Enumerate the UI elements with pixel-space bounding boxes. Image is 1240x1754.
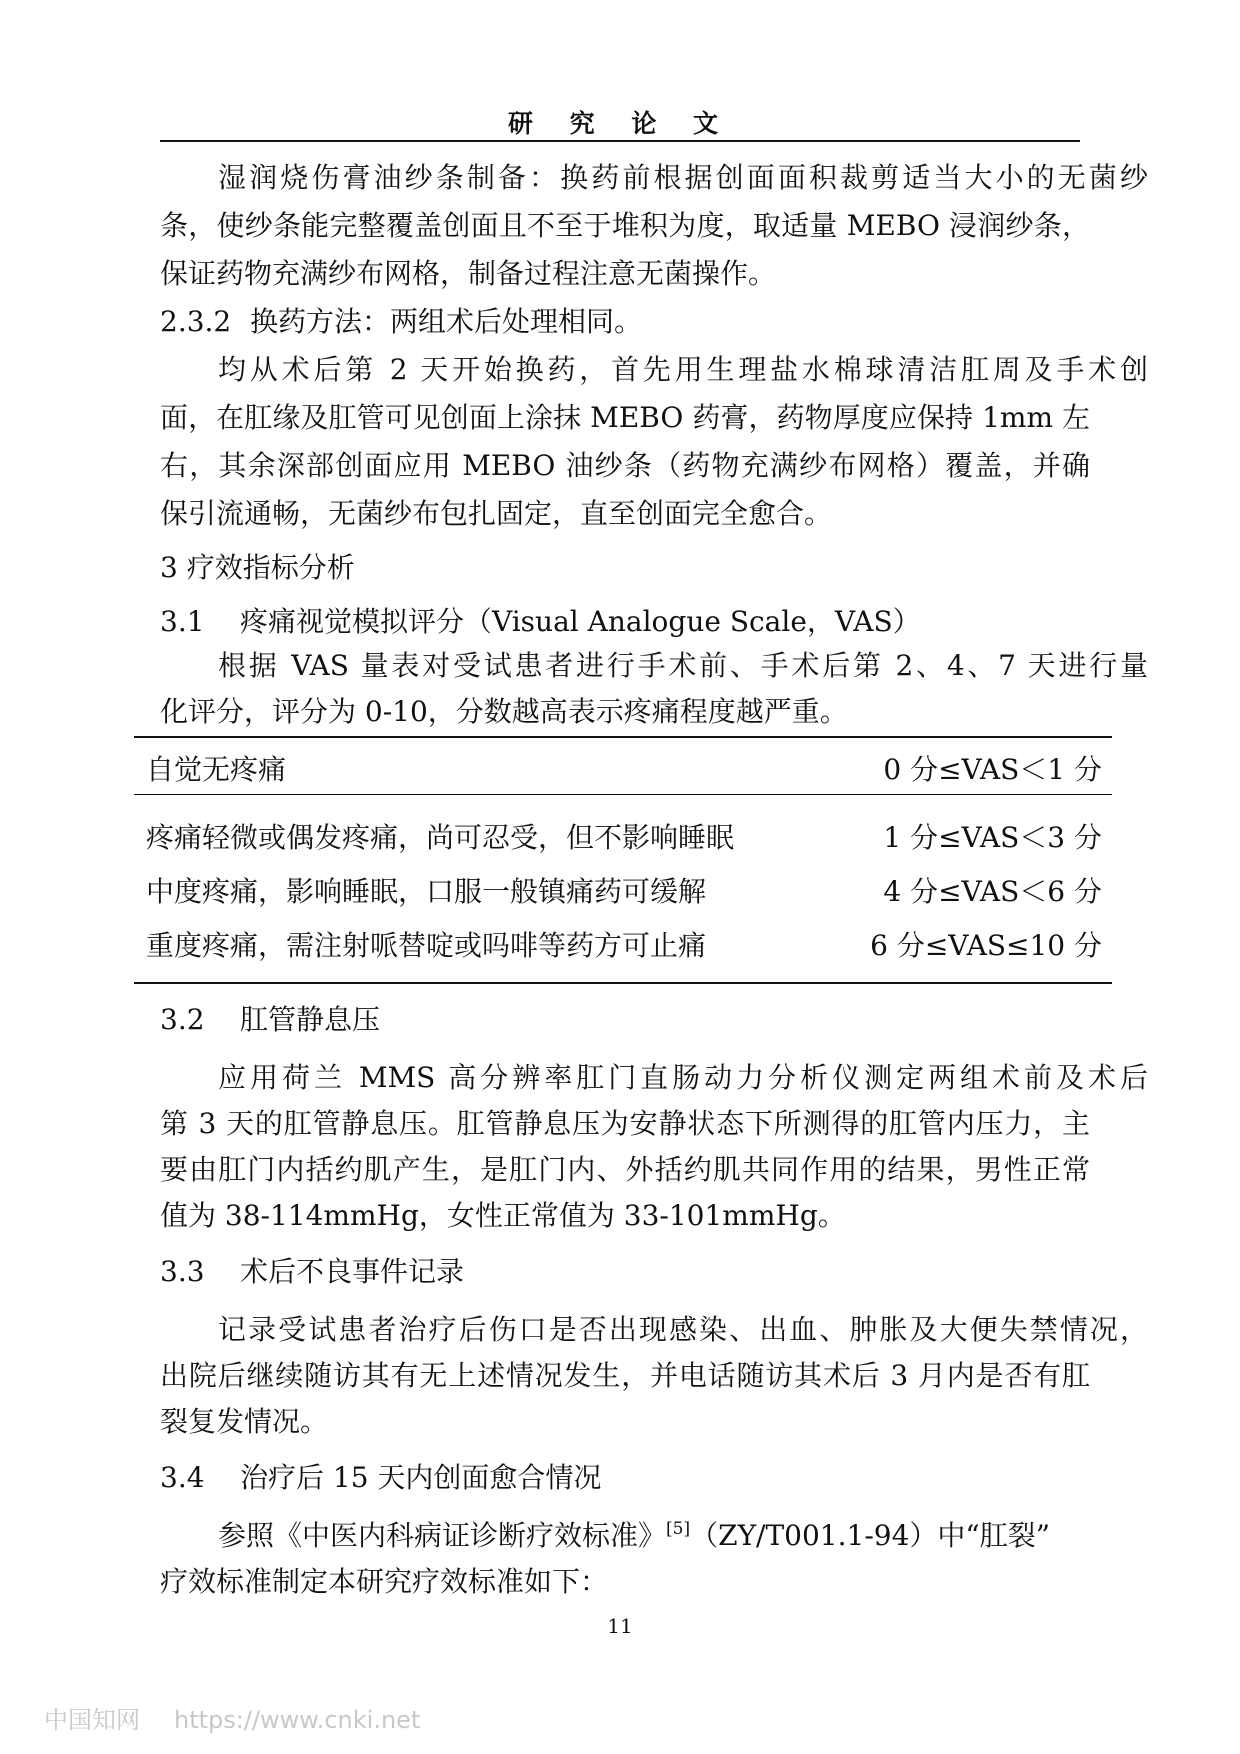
paragraph-line: 保引流通畅，无菌纱布包扎固定，直至创面完全愈合。 [160,497,833,530]
paragraph-line: 第 3 天的肛管静息压。肛管静息压为安静状态下所测得的肛管内压力，主 [160,1107,1090,1140]
section-title: 肛管静息压 [240,1003,381,1036]
paragraph-line: 面，在肛缘及肛管可见创面上涂抹 MEBO 药膏，药物厚度应保持 1mm 左 [160,401,1090,434]
citation-reference: [5] [666,1519,691,1539]
section-heading-3-2 [160,1000,1090,1040]
section-heading-3-4 [160,1458,1090,1498]
section-number: 3.4 [160,1461,205,1494]
page-number: 11 [607,1614,633,1638]
paragraph-line: 根据 VAS 量表对受试患者进行手术前、手术后第 2、4、7 天进行量 [218,649,1148,682]
table-header-rule [134,794,1112,795]
paragraph-text: （ZY/T001.1-94）中“肛裂” [690,1519,1051,1552]
section-number: 3.1 [160,605,205,638]
section-title: 术后不良事件记录 [240,1255,465,1288]
section-number: 3.3 [160,1255,205,1288]
table-cell-score: 1 分≤VAS＜3 分 [883,821,1102,854]
paragraph-line [218,1516,1148,1556]
section-heading-3: 3 疗效指标分析 [160,551,355,584]
table-cell-score: 6 分≤VAS≤10 分 [870,929,1102,962]
table-cell-description: 自觉无疼痛 [146,753,287,786]
table-cell-score: 0 分≤VAS＜1 分 [883,753,1102,786]
paragraph-line: 条，使纱条能完整覆盖创面且不至于堆积为度，取适量 MEBO 浸润纱条， [160,209,1090,242]
paragraph-line: 记录受试患者治疗后伤口是否出现感染、出血、肿胀及大便失禁情况， [218,1313,1148,1346]
section-title: 换药方法：两组术后处理相同。 [250,305,643,338]
watermark-url: https://www.cnki.net [174,1706,421,1734]
paragraph-line: 保证药物充满纱布网格，制备过程注意无菌操作。 [160,257,777,290]
paragraph-line: 化评分，评分为 0-10，分数越高表示疼痛程度越严重。 [160,695,848,728]
table-cell-description: 重度疼痛，需注射哌替啶或吗啡等药方可止痛 [146,929,707,962]
cnki-watermark [44,1700,420,1735]
section-title: 治疗后 15 天内创面愈合情况 [240,1461,602,1494]
section-heading-3-3 [160,1252,1090,1292]
paragraph-line: 要由肛门内括约肌产生，是肛门内、外括约肌共同作用的结果，男性正常 [160,1153,1090,1186]
paragraph-line: 疗效标准制定本研究疗效标准如下： [160,1565,609,1598]
watermark-brand: 中国知网 [44,1706,140,1734]
paragraph-line: 出院后继续随访其有无上述情况发生，并电话随访其术后 3 月内是否有肛 [160,1359,1090,1392]
section-heading-2-3-2 [160,302,1090,342]
table-cell-score: 4 分≤VAS＜6 分 [883,875,1102,908]
paragraph-line: 裂复发情况。 [160,1405,329,1438]
paragraph-line: 值为 38-114mmHg，女性正常值为 33-101mmHg。 [160,1199,846,1232]
table-cell-description: 中度疼痛，影响睡眠，口服一般镇痛药可缓解 [146,875,707,908]
paragraph-line: 湿润烧伤膏油纱条制备：换药前根据创面面积裁剪适当大小的无菌纱 [218,161,1148,194]
table-cell-description: 疼痛轻微或偶发疼痛，尚可忍受，但不影响睡眠 [146,821,735,854]
table-top-rule [134,736,1112,738]
section-title: 疼痛视觉模拟评分（Visual Analogue Scale，VAS） [240,605,921,638]
running-header: 研 究 论 文 [507,109,733,138]
section-number: 3.2 [160,1003,205,1036]
header-rule [160,140,1080,142]
paragraph-text: 参照《中医内科病证诊断疗效标准》 [218,1519,667,1552]
paragraph-line: 均从术后第 2 天开始换药，首先用生理盐水棉球清洁肛周及手术创 [218,353,1148,386]
paragraph-line: 右，其余深部创面应用 MEBO 油纱条（药物充满纱布网格）覆盖，并确 [160,449,1090,482]
section-number: 2.3.2 [160,305,232,338]
section-heading-3-1 [160,602,1090,642]
paragraph-line: 应用荷兰 MMS 高分辨率肛门直肠动力分析仪测定两组术前及术后 [218,1061,1148,1094]
table-bottom-rule [134,982,1112,984]
